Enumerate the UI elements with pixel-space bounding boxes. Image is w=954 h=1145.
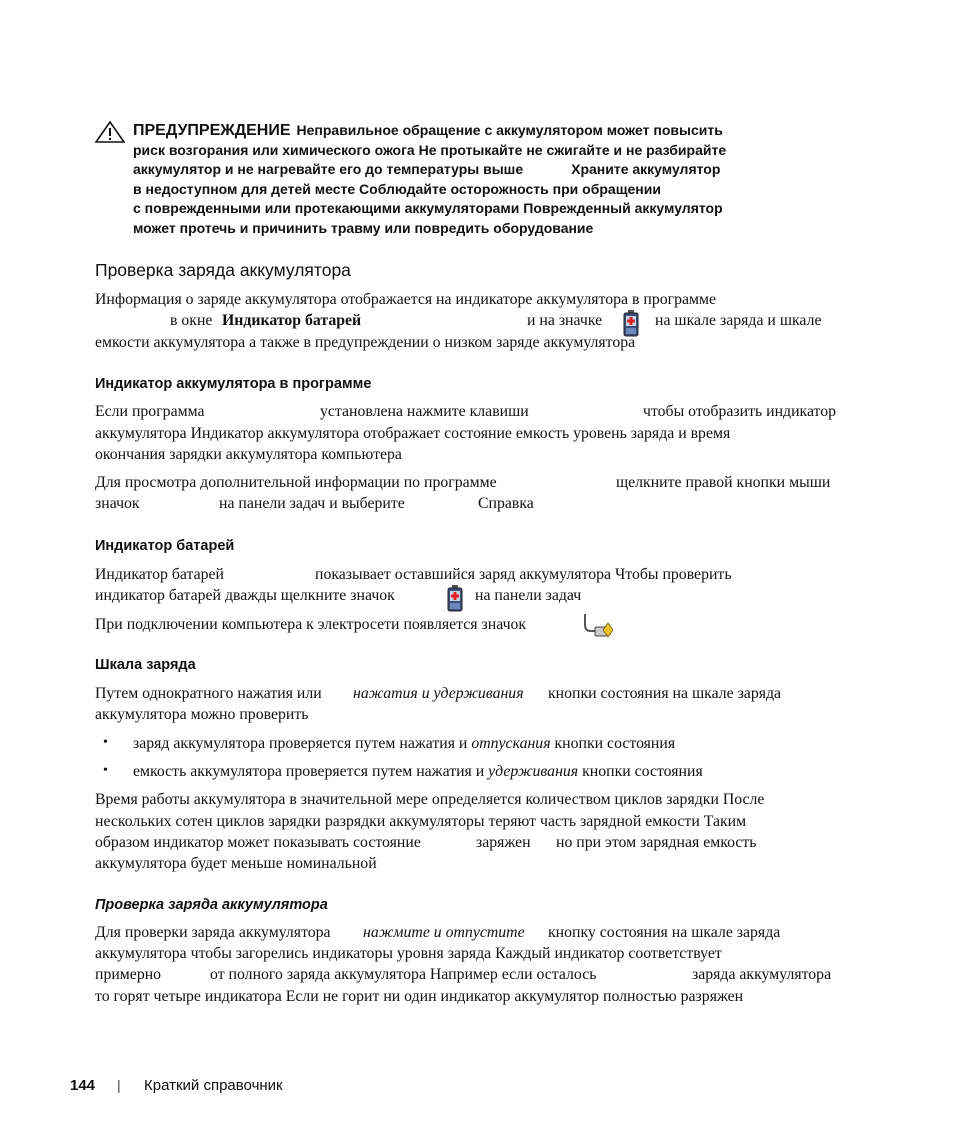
battery-meter-window-label: Индикатор батарей bbox=[222, 312, 362, 329]
footer-separator: | bbox=[117, 1077, 121, 1093]
subheading-check-charge: Проверка заряда аккумулятора bbox=[95, 897, 328, 913]
ac-power-plug-icon bbox=[582, 611, 616, 641]
battery-icon bbox=[446, 584, 464, 612]
intro-line-1: Информация о заряде аккумулятора отображается на индикаторе аккумулятора в программе bbox=[95, 291, 717, 308]
list-bullet: • bbox=[103, 735, 108, 750]
list-item: заряд аккумулятора проверяется путем нажатия и отпускания кнопки состояния bbox=[133, 735, 676, 752]
intro-line-3: емкости аккумулятора а также в предупреждении о низком заряде аккумулятора bbox=[95, 334, 636, 351]
warning-heading: ПРЕДУПРЕЖДЕНИЕ bbox=[133, 122, 291, 139]
list-bullet: • bbox=[103, 763, 108, 778]
subheading-charge-gauge: Шкала заряда bbox=[95, 657, 196, 673]
battery-icon bbox=[622, 309, 640, 337]
footer-title: Краткий справочник bbox=[144, 1077, 283, 1094]
subheading-program-meter: Индикатор аккумулятора в программе bbox=[95, 376, 372, 392]
warning-triangle-icon bbox=[95, 121, 125, 143]
document-page: ПРЕДУПРЕЖДЕНИЕ Неправильное обращение с аккумулятором может повысить риск возгорания или химического ожога Не протыкайте не сжигайте и не разбирайте аккумулятор и не нагревайте его до температуры выше Храните аккумулятор в недоступном для детей месте Соблюдайте осторожность при обращении с поврежденными или протекающими аккумуляторами Поврежденный аккумулятор может протечь и причинить травму или повредить оборудование Проверка заряда аккумулятора Информация о заряде аккумулятора отображается на индикаторе аккумулятора в программе в окне Индикатор батарей и на значке на шкале заряда и шкале емкости аккумулятора а также в предупреждении о низком заряде аккумулятора Индикатор аккумулятора в программе Если программа установлена нажмите клавиши чтобы отобразить индикатор аккумулятора Индикатор аккумулятора отображает состояние емкость уровень заряда и время окончания зарядки аккумулятора компьютера Для просмотра дополнительной информации по программе щелкните правой кнопки мыши значок на панели задач и выберите Справка Индикатор батарей Индикатор батарей показывает оставшийся заряд аккумулятора Чтобы проверить индикатор батарей дважды щелкните значок на панели задач При подключении компьютера к электросети появляется значок Шкала заряда Путем однократного нажатия или нажатия и удерживания кнопки состояния на шкале заряда аккумулятора можно проверить • заряд аккумулятора проверяется путем нажатия и отпускания кнопки состояния • емкость аккумулятора проверяется путем нажатия и удерживания кнопки состояния Время работы аккумулятора в значительной мере определяется количеством циклов зарядки После нескольких сотен циклов зарядки разрядки аккумуляторы теряют часть зарядной емкости Таким образом индикатор может показывать состояние заряжен но при этом зарядная емкость аккумулятора будет меньше номинальной Проверка заряда аккумулятора Для проверки заряда аккумулятора нажмите и отпустите кнопку состояния на шкале заряда аккумулятора чтобы загорелись индикаторы уровня заряда Каждый индикатор соответствует примерно от полного заряда аккумулятора Например если осталось заряда аккумулятора то горят четыре индикатора Если не горит ни один индикатор аккумулятор полностью разряжен 144 | Краткий справочник bbox=[70, 122, 837, 1094]
subheading-battery-meter: Индикатор батарей bbox=[95, 538, 235, 554]
list-item: емкость аккумулятора проверяется путем нажатия и удерживания кнопки состояния bbox=[133, 763, 703, 780]
warning-text: ПРЕДУПРЕЖДЕНИЕ Неправильное обращение с аккумулятором может повысить риск возгорания или химического ожога Не протыкайте не сжигайте и не разбирайте аккумулятор и не нагревайте его до температуры выше Храните аккумулятор в недоступном для детей месте Соблюдайте осторожность при обращении с поврежденными или протекающими аккумуляторами Поврежденный аккумулятор может протечь и причинить травму или повредить оборудование bbox=[133, 122, 727, 236]
page-number: 144 bbox=[70, 1077, 96, 1094]
section-title: Проверка заряда аккумулятора bbox=[95, 260, 351, 280]
